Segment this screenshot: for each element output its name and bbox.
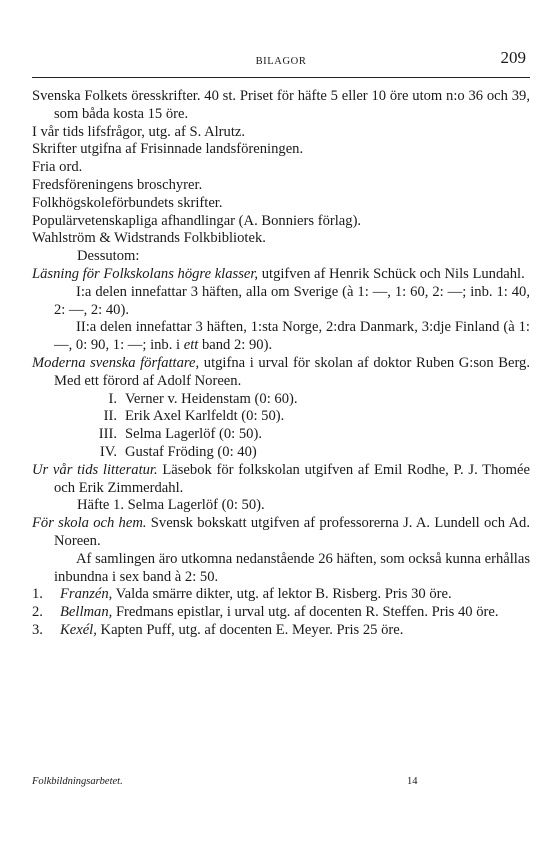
- lasning-part-2-text: II:a delen innefattar 3 häften, 1:sta Norge, 2:dra Danmark, 3:dje Finland (à 1: —, 0: 90, 1: —; inb. i: [54, 319, 530, 354]
- ur-hafte: Häfte 1. Selma Lagerlöf (0: 50).: [77, 497, 265, 514]
- entry-wahlstrom: Wahlström & Widstrands Folkbibliotek.: [32, 230, 266, 247]
- section-title: BILAGOR: [255, 56, 307, 67]
- numbered-item-text: Valda smärre dikter, utg. af lektor B. Risberg. Pris 30 öre.: [112, 586, 452, 603]
- entry-fria-ord: Fria ord.: [32, 159, 83, 176]
- entry-popularvetenskapliga: Populärvetenskapliga afhandlingar (A. Bonniers förlag).: [32, 212, 362, 229]
- numbered-item: [32, 586, 530, 604]
- numbered-item-author: Franzén,: [60, 586, 113, 603]
- ur-title: Ur vår tids litteratur.: [32, 461, 158, 478]
- lasning-part-2-end: band 2: 90).: [198, 337, 273, 354]
- numbered-item-number: 2.: [32, 604, 43, 621]
- list-item: [32, 426, 530, 444]
- numbered-item-number: 3.: [32, 621, 43, 638]
- entry-fredsforeningen: Fredsföreningens broschyrer.: [32, 176, 203, 193]
- list-item: [32, 391, 530, 409]
- list-item-number: II.: [103, 408, 117, 425]
- dessutom-heading: Dessutom:: [77, 248, 140, 265]
- ur-description: Läsebok för folkskolan utgifven af Emil Rodhe, P. J. Thomée och Erik Zimmerdahl.: [54, 461, 530, 496]
- entry-moderna: [32, 355, 530, 391]
- list-item: [32, 444, 530, 462]
- list-item-number: IV.: [99, 443, 117, 460]
- header-rule: [32, 77, 530, 78]
- moderna-description: utgifna i urval för skolan af doktor Ruben G:son Berg. Med ett förord af Adolf Noreen.: [54, 354, 530, 389]
- lasning-part-1: I:a delen innefattar 3 häften, alla om Sverige (à 1: —, 1: 60, 2: —; inb. 1: 40, 2: —, 2: 40).: [54, 283, 530, 318]
- numbered-item-text: Kapten Puff, utg. af docenten E. Meyer. Pris 25 öre.: [96, 621, 404, 638]
- entry-ur-var-tids: [32, 462, 530, 498]
- numbered-item: [32, 604, 530, 622]
- entry-lasning: [32, 266, 530, 284]
- signature-number: 14: [407, 776, 418, 787]
- list-item-text: Selma Lagerlöf (0: 50).: [125, 426, 262, 443]
- signature-line: [32, 776, 530, 794]
- lasning-part-2-ett: ett: [183, 337, 199, 354]
- numbered-item: [32, 622, 530, 640]
- numbered-item-author: Kexél,: [60, 621, 97, 638]
- for-description: Svensk bokskatt utgifven af professorerna J. A. Lundell och Ad. Noreen.: [54, 515, 530, 549]
- entry-frisinnade: Skrifter utgifna af Frisinnade landsföreningen.: [32, 141, 304, 158]
- running-header: [32, 48, 530, 74]
- for-title: För skola och hem.: [32, 515, 147, 532]
- entry-svenska-folkets: Svenska Folkets öresskrifter. 40 st. Priset för häfte 5 eller 10 öre utom n:o 36 och 39, som båda kosta 15 öre.: [32, 88, 530, 122]
- list-item-text: Verner v. Heidenstam (0: 60).: [125, 390, 298, 407]
- lasning-description: utgifven af Henrik Schück och Nils Lundahl.: [258, 265, 525, 282]
- list-item-number: III.: [98, 426, 117, 443]
- list-item: [32, 408, 530, 426]
- list-item-text: Erik Axel Karlfeldt (0: 50).: [125, 408, 285, 425]
- entry-lifsfragor: I vår tids lifsfrågor, utg. af S. Alrutz.: [32, 123, 246, 140]
- numbered-item-author: Bellman,: [60, 604, 113, 621]
- moderna-title: Moderna svenska författare,: [32, 354, 200, 371]
- numbered-item-text: Fredmans epistlar, i urval utg. af docenten R. Steffen. Pris 40 öre.: [112, 604, 499, 621]
- lasning-part-2: [32, 319, 530, 355]
- list-item-text: Gustaf Fröding (0: 40): [125, 443, 257, 460]
- lasning-title: Läsning för Folkskolans högre klasser,: [32, 265, 259, 282]
- entry-for-skola: [32, 515, 530, 551]
- signature-title: Folkbildningsarbetet.: [32, 776, 123, 787]
- for-paragraph: Af samlingen äro utkomna nedanstående 26 häften, som också kunna erhållas inbundna i sex band à 2: 50.: [54, 550, 530, 585]
- entry-folkhogskole: Folkhögskoleförbundets skrifter.: [32, 194, 223, 211]
- numbered-item-number: 1.: [32, 586, 43, 603]
- page-number: 209: [500, 48, 526, 67]
- list-item-number: I.: [108, 390, 117, 407]
- page-body: [32, 88, 530, 640]
